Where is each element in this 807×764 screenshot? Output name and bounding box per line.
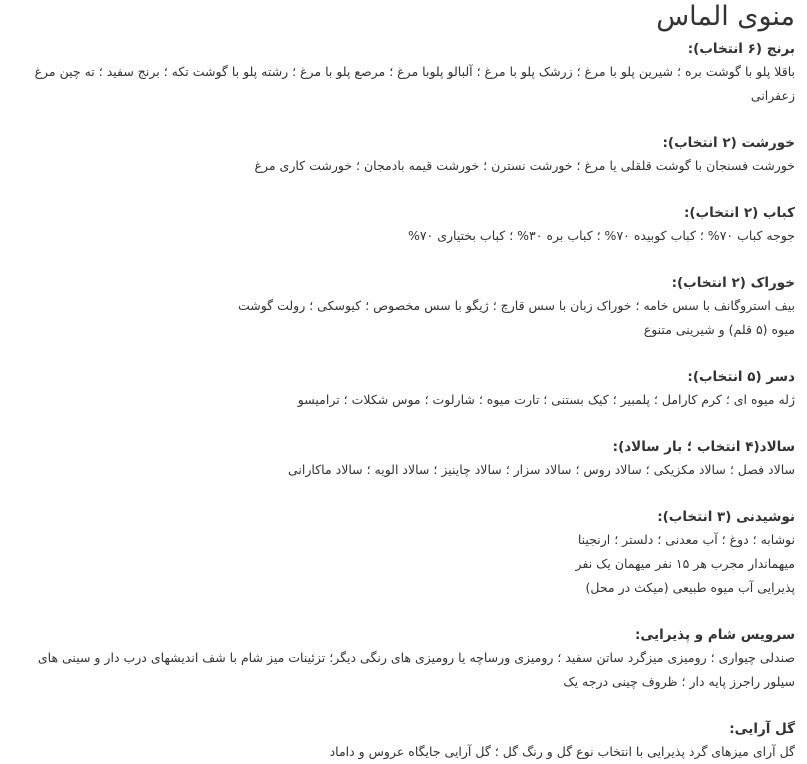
- section-items: [10, 294, 795, 342]
- section-item-line: باقلا پلو با گوشت بره ؛ شیرین پلو با مرغ ؛ زرشک پلو با مرغ ؛ آلبالو پلوبا مرغ ؛ مرصع پلو با مرغ ؛ رشته پلو با گوشت تکه ؛ برنج سفید ؛ ته چین مرغ زعفرانی: [34, 64, 795, 103]
- menu-section: [10, 272, 795, 342]
- section-heading: سالاد(۴ انتخاب ؛ بار سالاد):: [612, 439, 795, 455]
- section-item-line: سالاد فصل ؛ سالاد مکزیکی ؛ سالاد روس ؛ سالاد سزار ؛ سالاد چاینیز ؛ سالاد الویه ؛ سالاد ماکارانی: [287, 462, 795, 477]
- section-items: [10, 528, 795, 600]
- section-items: [10, 740, 795, 764]
- section-heading: دسر (۵ انتخاب):: [687, 369, 795, 385]
- section-item-line: پذیرایی آب میوه طبیعی (میکث در محل): [585, 580, 795, 595]
- page-title: منوی الماس: [656, 1, 795, 32]
- section-item-line: صندلی چیواری ؛ رومیزی میزگرد ساتن سفید ؛ رومیزی ورساچه یا رومیزی های رنگی دیگر؛ تزئینات میز شام با شف اندیشهای درب دار و سینی های سیلور راجرز پایه دار ؛ ظروف چینی درجه یک: [37, 650, 795, 689]
- menu-section: [10, 624, 795, 694]
- section-item-line: جوجه کباب ۷۰% ؛ کباب کوبیده ۷۰% ؛ کباب بره ۳۰% ؛ کباب بختیاری ۷۰%: [407, 228, 795, 243]
- section-items: [10, 388, 795, 412]
- menu-section: [10, 718, 795, 764]
- section-item-line: ژله میوه ای ؛ کرم کارامل ؛ پلمبیر ؛ کیک بستنی ؛ تارت میوه ؛ شارلوت ؛ موس شکلات ؛ ترامیسو: [297, 392, 795, 407]
- section-heading: گل آرایی:: [729, 721, 795, 737]
- section-heading: خوراک (۲ انتخاب):: [671, 275, 795, 291]
- menu-section: [10, 38, 795, 108]
- section-item-line: نوشابه ؛ دوغ ؛ آب معدنی ؛ دلستر ؛ ارنجینا: [577, 532, 795, 547]
- section-heading: نوشیدنی (۳ انتخاب):: [657, 509, 795, 525]
- section-item-line: بیف استروگانف با سس خامه ؛ خوراک زبان با سس قارچ ؛ ژیگو با سس مخصوص ؛ کیوسکی ؛ رولت گوشت: [237, 298, 795, 313]
- section-heading: خورشت (۲ انتخاب):: [662, 135, 795, 151]
- menu-section: [10, 202, 795, 248]
- menu-sections: [10, 38, 795, 764]
- section-item-line: میهماندار مجرب هر ۱۵ نفر میهمان یک نفر: [575, 556, 795, 571]
- section-items: [10, 154, 795, 178]
- menu-section: [10, 132, 795, 178]
- section-item-line: گل آرای میزهای گرد پذیرایی با انتخاب نوع گل و رنگ گل ؛ گل آرایی جایگاه عروس و داماد: [329, 744, 795, 759]
- menu-section: [10, 506, 795, 600]
- menu-section: [10, 366, 795, 412]
- section-heading: سرویس شام و پذیرایی:: [634, 627, 795, 643]
- section-item-line: میوه (۵ قلم) و شیرینی متنوع: [643, 322, 795, 337]
- section-item-line: خورشت فسنجان با گوشت قلقلی یا مرغ ؛ خورشت نسترن ؛ خورشت قیمه بادمجان ؛ خورشت کاری مرغ: [254, 158, 795, 173]
- section-items: [10, 646, 795, 694]
- section-items: [10, 458, 795, 482]
- section-items: [10, 60, 795, 108]
- section-items: [10, 224, 795, 248]
- section-heading: برنج (۶ انتخاب):: [687, 41, 795, 57]
- section-heading: کباب (۲ انتخاب):: [684, 205, 795, 221]
- menu-section: [10, 436, 795, 482]
